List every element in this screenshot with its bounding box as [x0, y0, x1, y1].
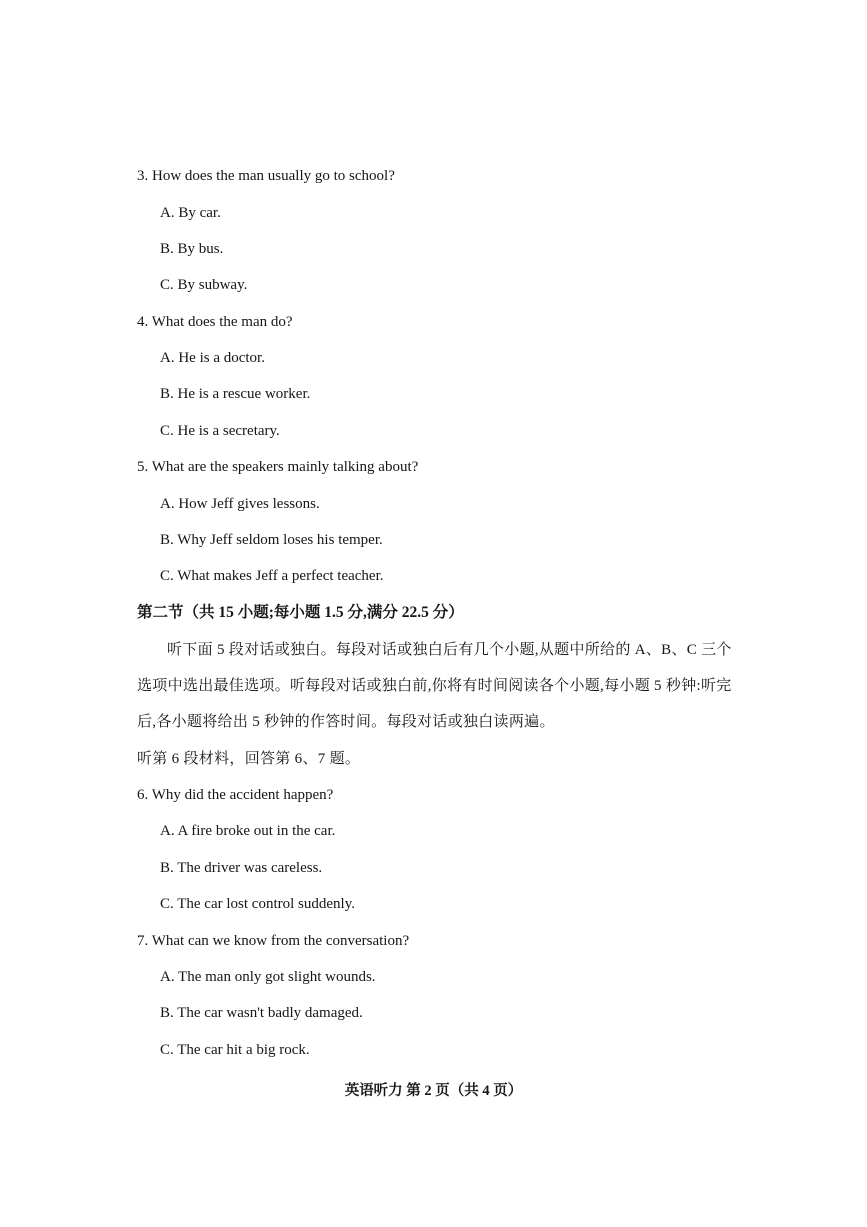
material-note: 听第 6 段材料，回答第 6、7 题。 — [137, 751, 361, 767]
question-4: 4. What does the man do? — [137, 314, 293, 330]
question-5-option-b: B. Why Jeff seldom loses his temper. — [160, 532, 383, 548]
question-7: 7. What can we know from the conversation? — [137, 933, 410, 949]
question-7-option-c: C. The car hit a big rock. — [160, 1042, 310, 1058]
question-3-option-a: A. By car. — [160, 205, 221, 221]
question-7-option-a: A. The man only got slight wounds. — [160, 969, 376, 985]
question-6-option-c: C. The car lost control suddenly. — [160, 896, 355, 912]
question-6-option-b: B. The driver was careless. — [160, 860, 323, 876]
question-7-option-b: B. The car wasn't badly damaged. — [160, 1005, 363, 1021]
question-3-option-c: C. By subway. — [160, 277, 248, 293]
page-footer: 英语听力 第 2 页（共 4 页） — [344, 1083, 523, 1099]
question-5-option-c: C. What makes Jeff a perfect teacher. — [160, 568, 384, 584]
instructions-line-2: 选项中选出最佳选项。听每段对话或独白前,你将有时间阅读各个小题,每小题 5 秒钟:听完 — [137, 678, 732, 694]
question-4-option-c: C. He is a secretary. — [160, 423, 280, 439]
question-4-option-b: B. He is a rescue worker. — [160, 386, 311, 402]
question-3-option-b: B. By bus. — [160, 241, 224, 257]
question-5-option-a: A. How Jeff gives lessons. — [160, 496, 320, 512]
question-4-option-a: A. He is a doctor. — [160, 350, 265, 366]
instructions-line-3: 后,各小题将给出 5 秒钟的作答时间。每段对话或独白读两遍。 — [137, 714, 555, 730]
question-3: 3. How does the man usually go to school? — [137, 168, 395, 184]
instructions-line-1: 听下面 5 段对话或独白。每段对话或独白后有几个小题,从题中所给的 A、B、C 三个 — [167, 642, 732, 658]
question-6: 6. Why did the accident happen? — [137, 787, 334, 803]
section-2-heading: 第二节（共 15 小题;每小题 1.5 分,满分 22.5 分） — [137, 604, 464, 621]
question-5: 5. What are the speakers mainly talking about? — [137, 459, 419, 475]
question-6-option-a: A. A fire broke out in the car. — [160, 823, 336, 839]
